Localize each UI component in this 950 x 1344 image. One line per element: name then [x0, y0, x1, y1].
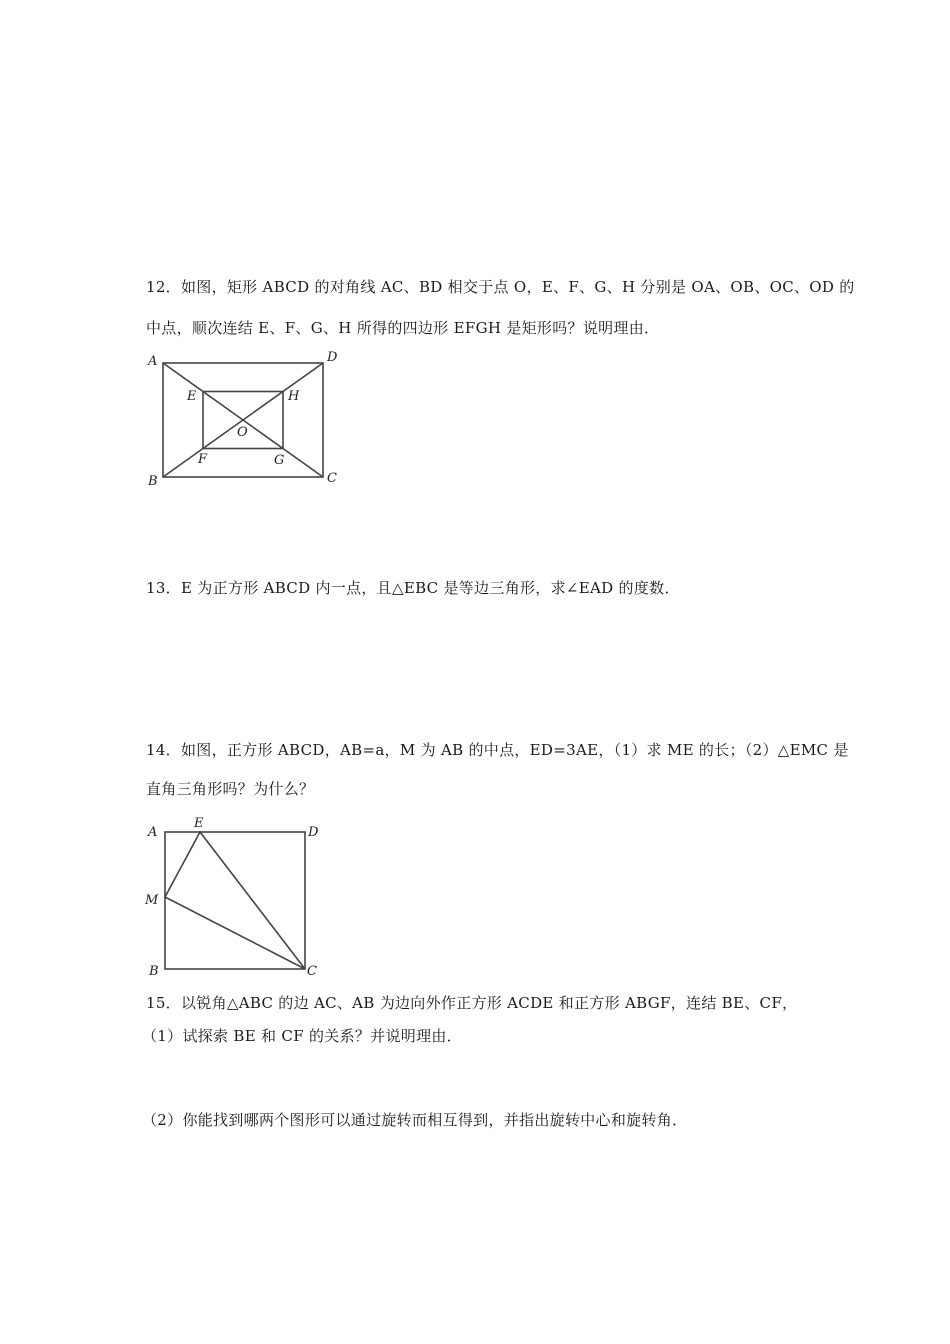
figure-square-emc: [140, 812, 340, 982]
label-b: B: [149, 964, 159, 979]
problem-15-part-1: （1）试探索 BE 和 CF 的关系？并说明理由．: [142, 1027, 462, 1045]
label-e: E: [187, 389, 197, 404]
label-f: F: [198, 452, 208, 467]
label-h: H: [288, 389, 300, 404]
label-m: M: [145, 893, 159, 908]
label-d: D: [327, 350, 338, 365]
label-a: A: [148, 354, 158, 369]
label-b: B: [148, 474, 158, 489]
label-c: C: [307, 964, 317, 979]
label-d: D: [308, 825, 319, 840]
problem-15-line-1: 15．以锐角△ABC 的边 AC、AB 为边向外作正方形 ACDE 和正方形 ABGF，连结 BE、CF，: [146, 994, 798, 1012]
problem-13-line-1: 13．E 为正方形 ABCD 内一点，且△EBC 是等边三角形，求∠EAD 的度数．: [146, 579, 680, 597]
problem-14-line-1: 14．如图，正方形 ABCD，AB=a，M 为 AB 的中点，ED=3AE，（1）求 ME 的长；（2）△EMC 是: [146, 741, 849, 759]
label-e: E: [194, 816, 204, 831]
square-abcd: [165, 832, 305, 969]
label-a: A: [148, 825, 158, 840]
label-o: O: [237, 425, 248, 440]
triangle-emc: [165, 832, 305, 969]
figure-rectangle-efgh: [140, 345, 350, 495]
label-c: C: [327, 471, 337, 486]
problem-14-line-2: 直角三角形吗？为什么？: [146, 780, 315, 798]
label-g: G: [274, 453, 285, 468]
problem-12-line-1: 12．如图，矩形 ABCD 的对角线 AC、BD 相交于点 O，E、F、G、H 分别是 OA、OB、OC、OD 的: [146, 278, 855, 296]
problem-15-part-2: （2）你能找到哪两个图形可以通过旋转而相互得到，并指出旋转中心和旋转角．: [142, 1111, 688, 1129]
problem-12-line-2: 中点，顺次连结 E、F、G、H 所得的四边形 EFGH 是矩形吗？说明理由．: [146, 319, 660, 337]
